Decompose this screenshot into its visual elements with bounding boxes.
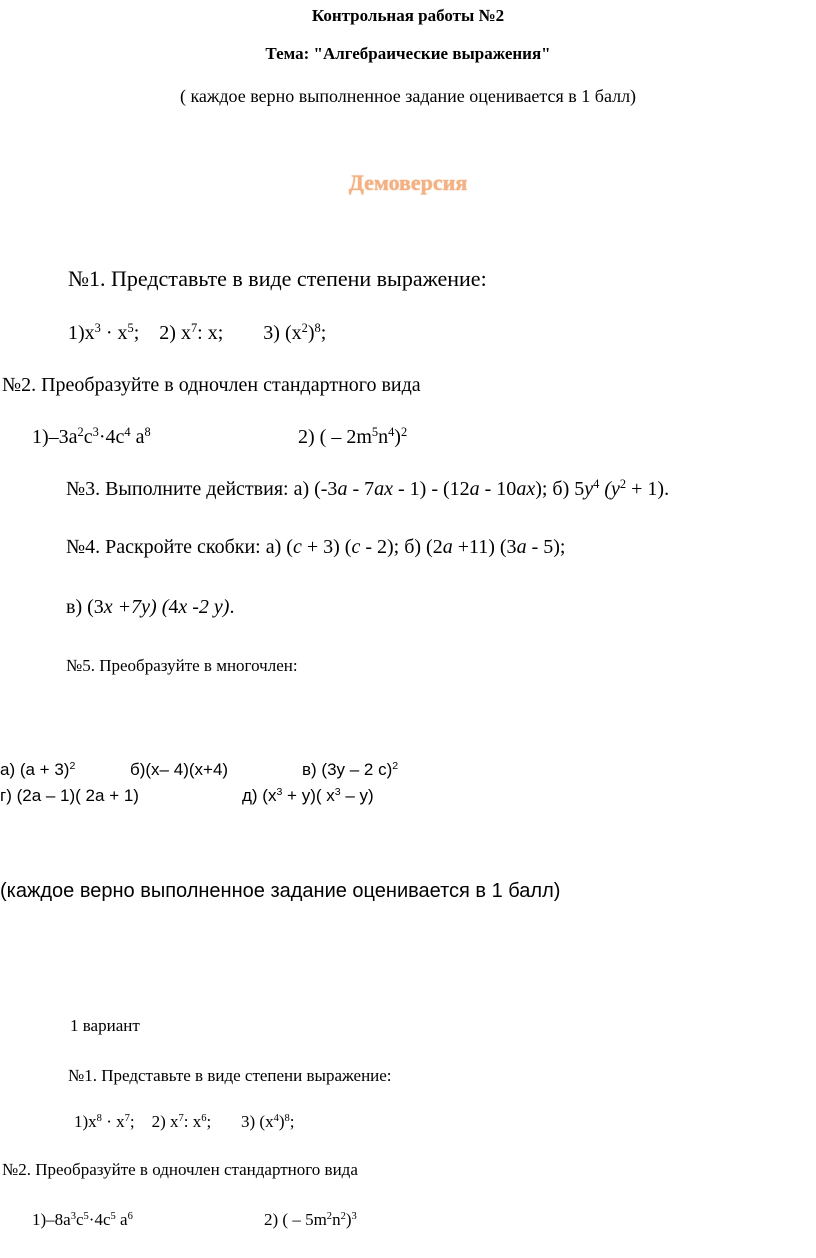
demo-task2-expr-b: 2) ( – $2m^5n^4)^2$ [298, 425, 408, 448]
demo-task5-g: г) (2a – 1)( 2a + 1) [0, 786, 139, 805]
demo-task4-line2: в) (3x +7y) (4x -2 y). [66, 596, 235, 618]
variant1-task1-text: №1. Представьте в виде степени выражение: [68, 1066, 392, 1085]
scoring-note: ( каждое верно выполненное задание оценивается в 1 балл) [179, 86, 637, 106]
demo-task5-text: №5. Преобразуйте в многочлен: [66, 656, 298, 675]
demo-task2-text: №2. Преобразуйте в одночлен стандартного вида [2, 374, 421, 396]
demo-task1-expressions: $1)x^3 \cdot x^5$; 2) $x^7$: x; 3) $(x^2)^8$; [68, 321, 327, 344]
demo-task5-b: б)(x– 4)(x+4) [130, 760, 229, 779]
variant1-task2-text: №2. Преобразуйте в одночлен стандартного вида [2, 1160, 358, 1179]
demo-task5-v: в) (3y – 2 c)$^2$ [302, 760, 399, 779]
scoring-note-2: (каждое верно выполненное задание оценивается в 1 балл) [0, 880, 561, 902]
topic-heading: Тема: "Алгебраические выражения" [265, 44, 551, 63]
page-title: Контрольная работы №2 [311, 6, 505, 25]
demo-task3: №3. Выполните действия: а) (-3a - 7ax - 1) - (12a - 10ax); б) $5y^4$ $(y^2 + 1)$. [66, 477, 670, 500]
demo-task4-line1: №4. Раскройте скобки: а) (c + 3) (c - 2); б) (2a +11) (3a - 5); [66, 536, 566, 558]
variant1-task1-expressions: $1)x^8 \cdot x^7$; 2) $x^7$: $x^6$; 3) $(x^4)^8$; [74, 1112, 295, 1131]
demo-task5-a: а) $(a + 3)^2$ [0, 760, 76, 779]
demo-task1-text: №1. Представьте в виде степени выражение: [68, 266, 487, 291]
demo-task5-d: д) $(x^3 + y)$( $x^3 - y$) [242, 786, 374, 805]
variant1-label: 1 вариант [70, 1016, 140, 1035]
demo-task2-expr-a: $1)-3a^2c^3\cdot 4c^4$ $a^8$ [32, 425, 151, 448]
variant1-task2-expr-b: 2) ( – $5m^2n^2)^3$ [264, 1210, 357, 1229]
demo-label: Демоверсия [348, 170, 468, 195]
variant1-task2-expr-a: $1)-8a^3c^5\cdot 4c^5$ $a^6$ [32, 1210, 133, 1229]
